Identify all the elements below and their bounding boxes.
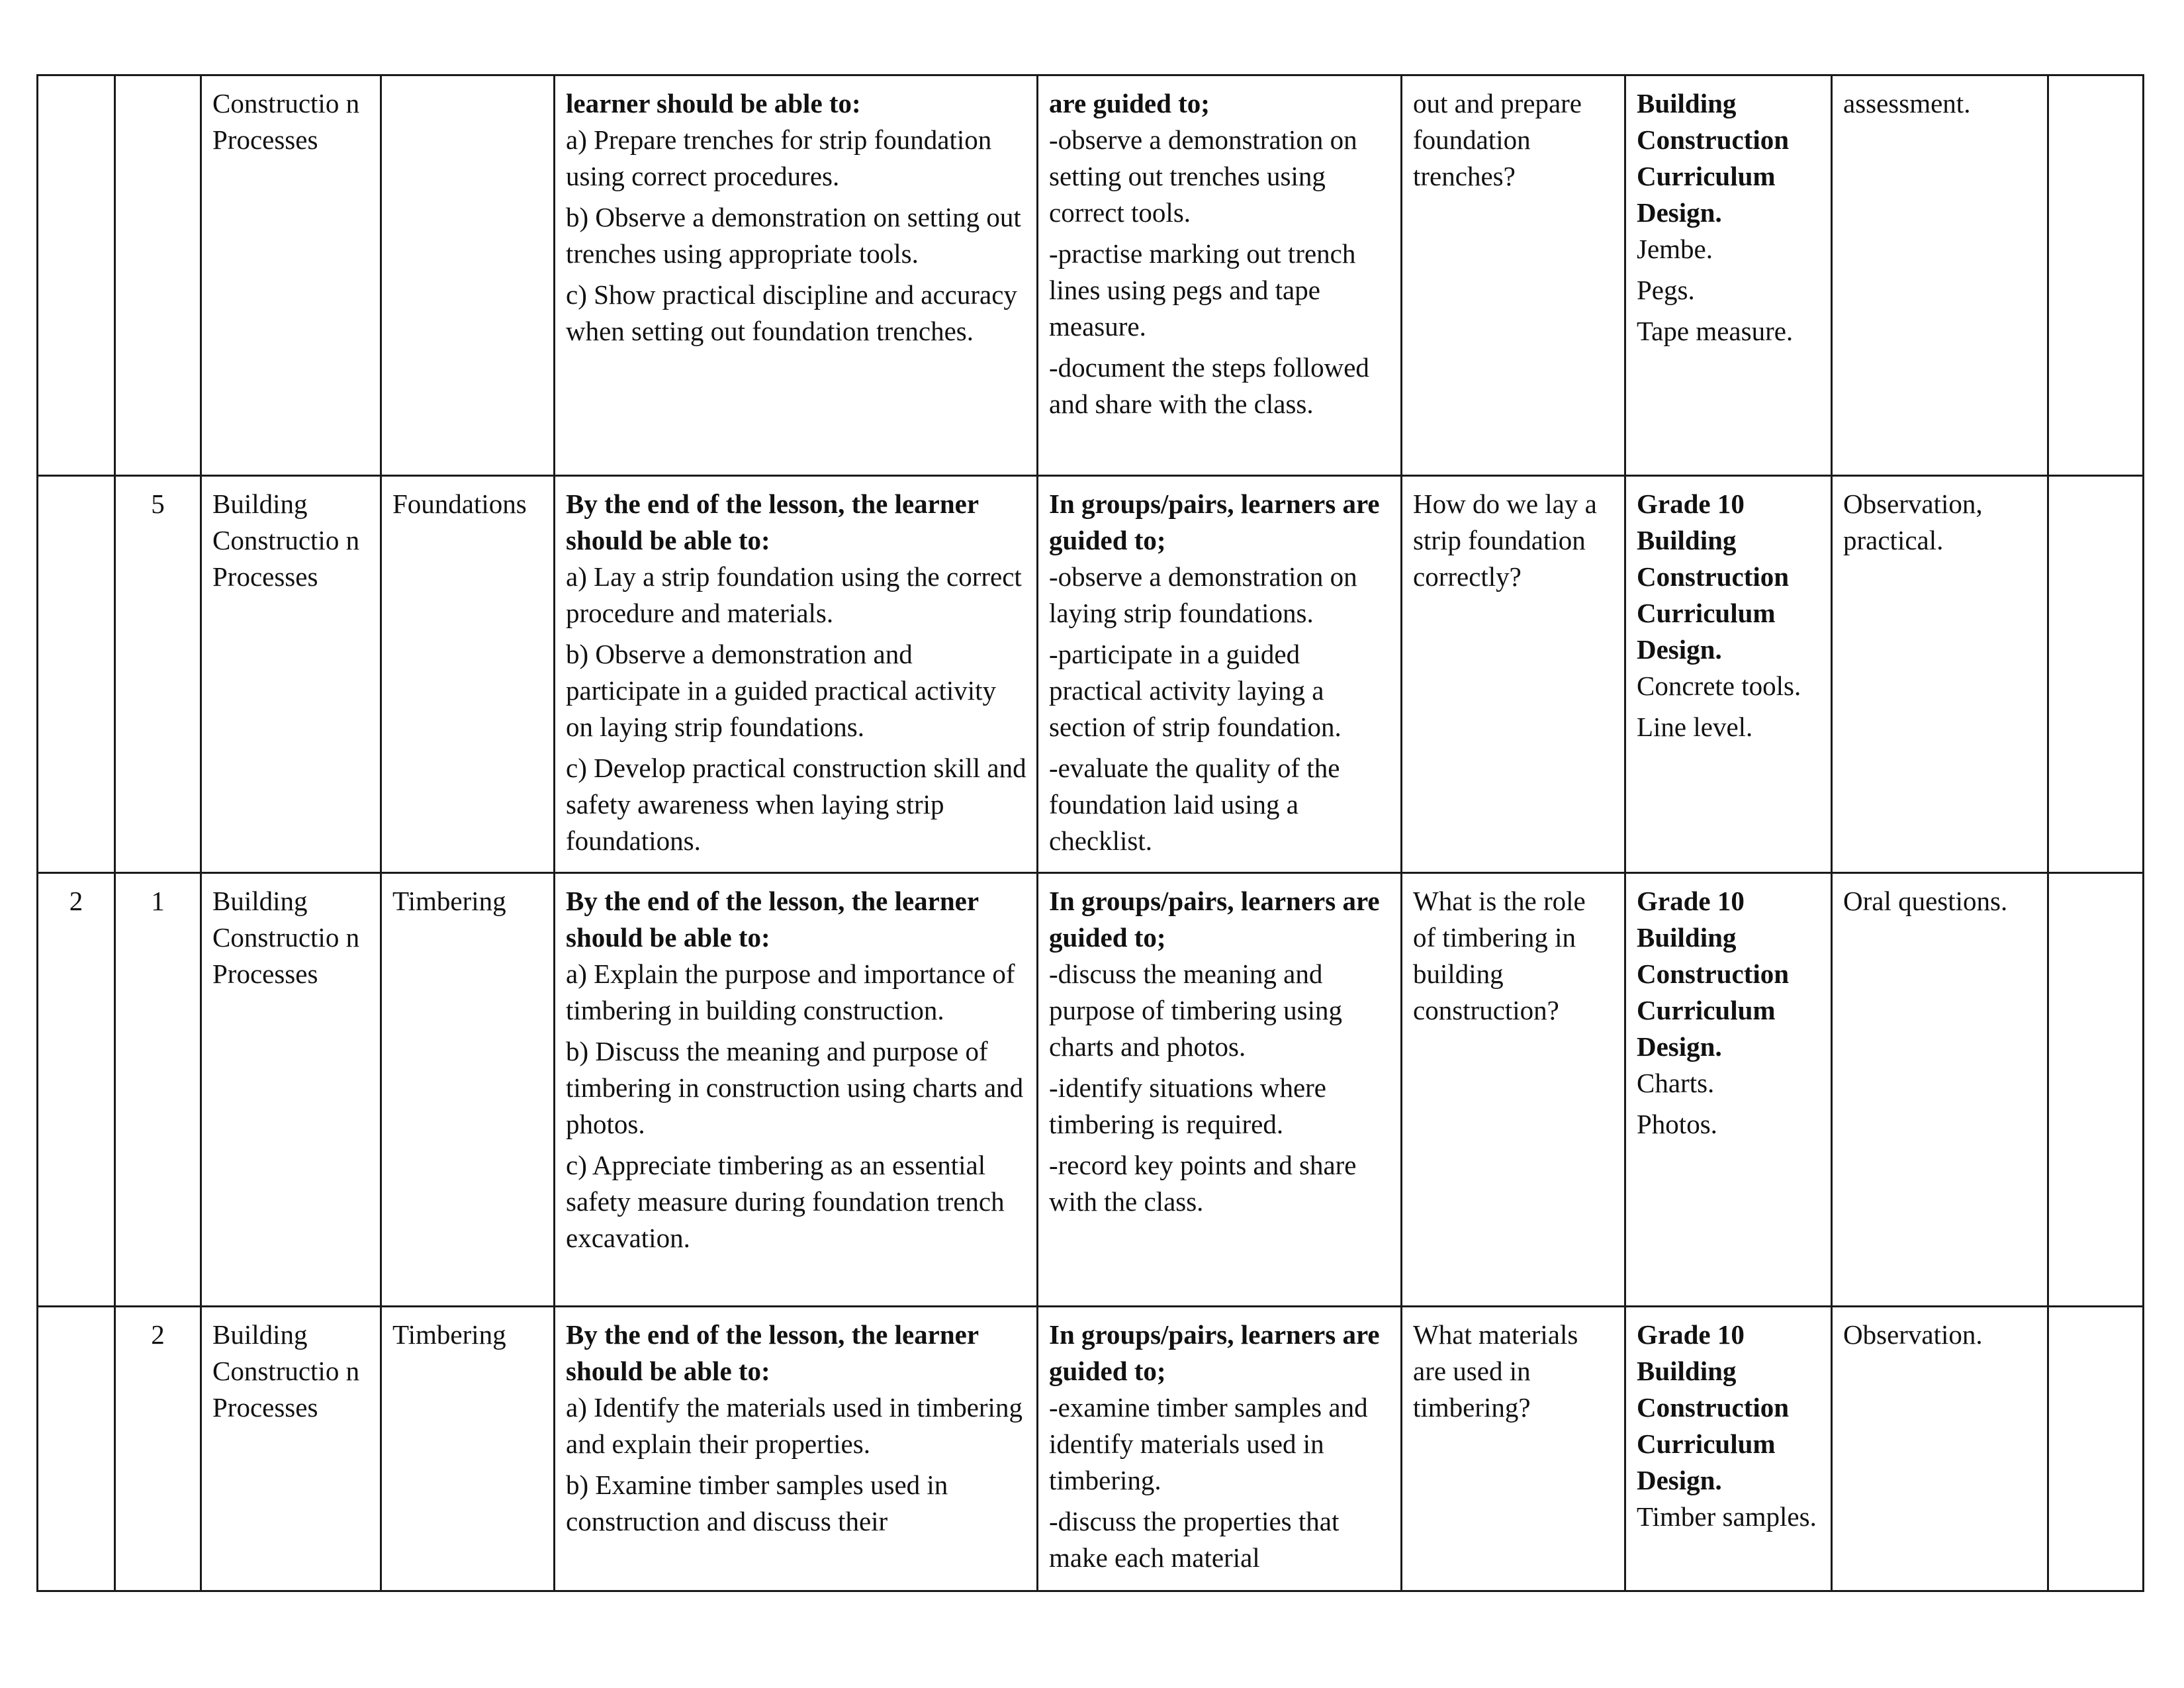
strand-text: Building Constructio n Processes [212, 886, 360, 989]
experiences-heading: In groups/pairs, learners are guided to; [1049, 489, 1380, 555]
experiences-list [1049, 956, 1391, 1220]
lesson-number: 1 [151, 886, 165, 916]
outcomes-item: b) Examine timber samples used in construction and discuss their [566, 1470, 948, 1536]
lesson-number: 5 [151, 489, 165, 519]
experiences-heading: are guided to; [1049, 88, 1210, 118]
assessment-cell [1832, 75, 2048, 476]
experiences-heading: In groups/pairs, learners are guided to; [1049, 1319, 1380, 1386]
strand-cell [201, 873, 381, 1307]
experiences-item: -discuss the properties that make each material [1049, 1506, 1340, 1573]
key-inquiry-cell [1402, 75, 1625, 476]
reflection-cell [2048, 476, 2144, 873]
outcomes-item: c) Show practical discipline and accuracy when setting out foundation trenches. [566, 279, 1017, 346]
learning-outcomes-cell [555, 75, 1038, 476]
resources-heading: Grade 10 Building Construction Curriculum Design. [1637, 489, 1790, 665]
resources-list [1637, 1499, 1821, 1535]
assessment-cell [1832, 1307, 2048, 1591]
assessment-text: Observation. [1843, 1319, 1983, 1350]
reflection-cell [2048, 873, 2144, 1307]
outcomes-list [566, 559, 1027, 859]
experiences-item: -evaluate the quality of the foundation laid using a checklist. [1049, 753, 1340, 856]
resources-item: Photos. [1637, 1109, 1717, 1139]
outcomes-item: a) Prepare trenches for strip foundation using correct procedures. [566, 124, 992, 191]
learning-outcomes-cell [555, 1307, 1038, 1591]
assessment-cell [1832, 873, 2048, 1307]
key-inquiry-question: How do we lay a strip foundation correctly? [1413, 489, 1597, 592]
experiences-heading: In groups/pairs, learners are guided to; [1049, 886, 1380, 953]
experiences-list [1049, 1389, 1391, 1576]
table-row [38, 476, 2144, 873]
assessment-cell [1832, 476, 2048, 873]
sub-strand-cell [381, 873, 555, 1307]
sub-strand-text: Timbering [392, 1319, 506, 1350]
scheme-of-work-table [36, 74, 2144, 1592]
outcomes-list [566, 956, 1027, 1256]
key-inquiry-question: What materials are used in timbering? [1413, 1319, 1578, 1423]
strand-text: Building Constructio n Processes [212, 489, 360, 592]
outcomes-heading: By the end of the lesson, the learner should be able to: [566, 1319, 979, 1386]
experiences-item: -document the steps followed and share with the class. [1049, 352, 1369, 419]
experiences-item: -observe a demonstration on laying strip foundations. [1049, 561, 1357, 628]
experiences-item: -discuss the meaning and purpose of timbering using charts and photos. [1049, 959, 1342, 1062]
resources-item: Timber samples. [1637, 1501, 1817, 1532]
week-number: 2 [69, 886, 83, 916]
resources-list [1637, 1065, 1821, 1143]
assessment-text: Observation, practical. [1843, 489, 1983, 555]
key-inquiry-cell [1402, 1307, 1625, 1591]
resources-item: Concrete tools. [1637, 671, 1801, 701]
lesson-cell [115, 873, 201, 1307]
sub-strand-cell [381, 476, 555, 873]
resources-item: Line level. [1637, 712, 1753, 742]
learning-experiences-cell [1038, 75, 1402, 476]
strand-cell [201, 476, 381, 873]
key-inquiry-question: What is the role of timbering in building construction? [1413, 886, 1586, 1025]
week-cell [38, 873, 115, 1307]
resources-item: Tape measure. [1637, 316, 1794, 346]
key-inquiry-cell [1402, 873, 1625, 1307]
table-row [38, 873, 2144, 1307]
resources-cell [1625, 476, 1832, 873]
table-row [38, 1307, 2144, 1591]
resources-cell [1625, 873, 1832, 1307]
outcomes-item: b) Discuss the meaning and purpose of timbering in construction using charts and photos. [566, 1036, 1024, 1139]
sub-strand-cell [381, 1307, 555, 1591]
strand-cell [201, 75, 381, 476]
outcomes-item: c) Appreciate timbering as an essential safety measure during foundation trench excavation. [566, 1150, 1005, 1253]
learning-experiences-cell [1038, 1307, 1402, 1591]
reflection-cell [2048, 75, 2144, 476]
strand-cell [201, 1307, 381, 1591]
sub-strand-cell [381, 75, 555, 476]
lesson-number: 2 [151, 1319, 165, 1350]
week-cell [38, 75, 115, 476]
outcomes-heading: By the end of the lesson, the learner should be able to: [566, 489, 979, 555]
outcomes-item: b) Observe a demonstration on setting out trenches using appropriate tools. [566, 202, 1021, 269]
experiences-item: -participate in a guided practical activity laying a section of strip foundation. [1049, 639, 1342, 742]
strand-text: Building Constructio n Processes [212, 1319, 360, 1423]
resources-cell [1625, 1307, 1832, 1591]
resources-heading: Grade 10 Building Construction Curriculum Design. [1637, 886, 1790, 1062]
assessment-text: Oral questions. [1843, 886, 2008, 916]
outcomes-item: c) Develop practical construction skill and safety awareness when laying strip foundations. [566, 753, 1026, 856]
experiences-item: -observe a demonstration on setting out trenches using correct tools. [1049, 124, 1357, 228]
table-body [38, 75, 2144, 1591]
strand-text: Constructio n Processes [212, 88, 360, 155]
learning-outcomes-cell [555, 476, 1038, 873]
learning-experiences-cell [1038, 873, 1402, 1307]
sub-strand-text: Foundations [392, 489, 527, 519]
outcomes-heading: learner should be able to: [566, 88, 861, 118]
lesson-cell [115, 476, 201, 873]
key-inquiry-cell [1402, 476, 1625, 873]
resources-list [1637, 231, 1821, 350]
resources-heading: Grade 10 Building Construction Curriculum Design. [1637, 1319, 1790, 1495]
experiences-item: -examine timber samples and identify materials used in timbering. [1049, 1392, 1368, 1495]
resources-heading: Building Construction Curriculum Design. [1637, 88, 1790, 228]
outcomes-item: a) Explain the purpose and importance of timbering in building construction. [566, 959, 1015, 1025]
resources-cell [1625, 75, 1832, 476]
outcomes-item: a) Identify the materials used in timbering and explain their properties. [566, 1392, 1023, 1459]
table-row [38, 75, 2144, 476]
assessment-text: assessment. [1843, 88, 1971, 118]
week-cell [38, 476, 115, 873]
experiences-list [1049, 559, 1391, 859]
experiences-item: -record key points and share with the class. [1049, 1150, 1357, 1217]
outcomes-item: b) Observe a demonstration and participate in a guided practical activity on laying strip foundations. [566, 639, 997, 742]
outcomes-heading: By the end of the lesson, the learner should be able to: [566, 886, 979, 953]
experiences-list [1049, 122, 1391, 422]
resources-item: Pegs. [1637, 275, 1695, 305]
sub-strand-text: Timbering [392, 886, 506, 916]
key-inquiry-question: out and prepare foundation trenches? [1413, 88, 1582, 191]
learning-outcomes-cell [555, 873, 1038, 1307]
experiences-item: -practise marking out trench lines using pegs and tape measure. [1049, 238, 1356, 342]
outcomes-list [566, 122, 1027, 350]
lesson-cell [115, 1307, 201, 1591]
experiences-item: -identify situations where timbering is required. [1049, 1072, 1327, 1139]
learning-experiences-cell [1038, 476, 1402, 873]
outcomes-item: a) Lay a strip foundation using the correct procedure and materials. [566, 561, 1022, 628]
resources-item: Charts. [1637, 1068, 1715, 1098]
resources-item: Jembe. [1637, 234, 1713, 264]
lesson-cell [115, 75, 201, 476]
resources-list [1637, 668, 1821, 745]
reflection-cell [2048, 1307, 2144, 1591]
outcomes-list [566, 1389, 1027, 1540]
week-cell [38, 1307, 115, 1591]
